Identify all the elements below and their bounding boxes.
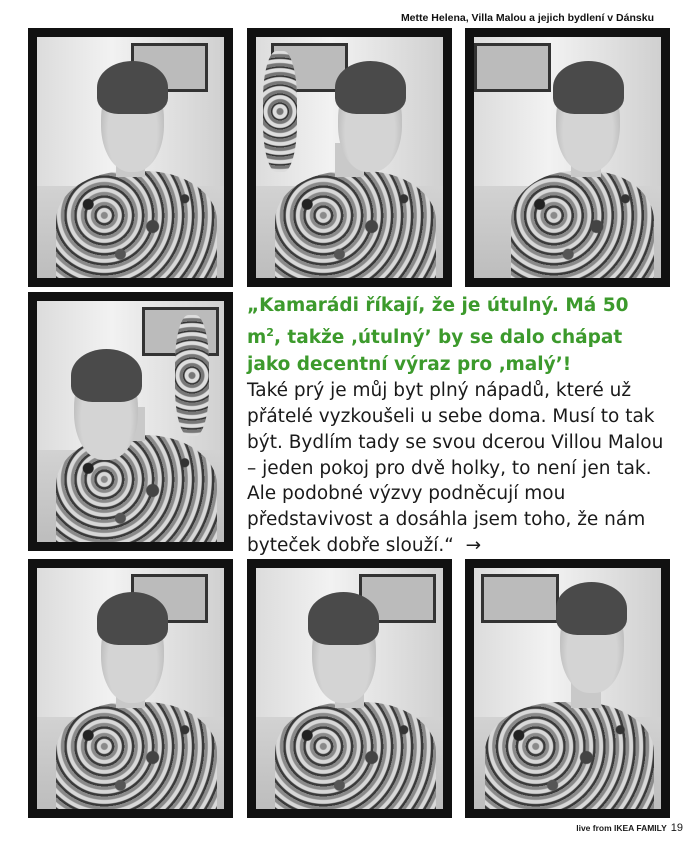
photo-frame-1 [28,28,233,287]
portrait-photo [474,568,661,809]
magazine-name: live from IKEA FAMILY [576,823,667,833]
portrait-photo [474,37,661,278]
portrait-photo [256,37,443,278]
photo-frame-2 [247,28,452,287]
photo-frame-6 [247,559,452,818]
running-header: Mette Helena, Villa Malou a jejich bydlení v Dánsku [400,12,654,24]
arrow-icon: → [465,534,482,556]
portrait-photo [37,568,224,809]
page-footer [576,822,683,834]
portrait-photo [256,568,443,809]
portrait-photo [37,37,224,278]
photo-frame-3 [465,28,670,287]
portrait-photo [37,301,224,542]
photo-frame-7 [465,559,670,818]
photo-frame-4 [28,292,233,551]
photo-frame-5 [28,559,233,818]
page-number: 19 [670,822,683,834]
quote-highlight: „Kamarádi říkají, že je útulný. Má 50 $m^2$, takže ‚útulný’ by se dalo chápat jako decentní výraz pro ‚malý’! [247,295,629,376]
quote-body: Také prý je můj byt plný nápadů, které už přátelé vyzkoušeli u sebe doma. Musí to tak být. Bydlím tady se svou dcerou Villou Malou – jeden pokoj pro dvě holky, to není jen tak. Ale podobné výzvy podněcují mou představivost a dosáhla jsem toho, že nám byteček dobře slouží.“ → [247,380,664,556]
pull-quote [247,292,667,559]
